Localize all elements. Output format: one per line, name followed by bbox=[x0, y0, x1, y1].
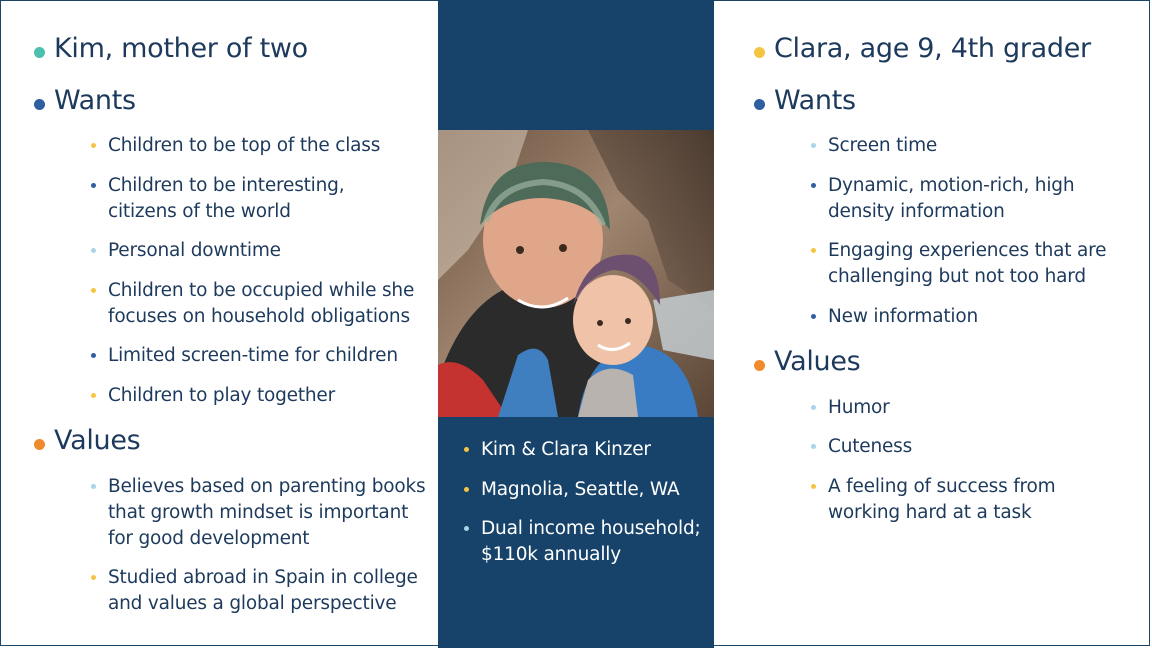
clara-value-item bbox=[828, 474, 1055, 526]
line: that growth mindset is important bbox=[108, 502, 409, 523]
kim-values-title: Values bbox=[54, 425, 141, 456]
bullet bbox=[91, 248, 96, 253]
line: Children to be occupied while she bbox=[108, 280, 415, 301]
clara-want-item bbox=[828, 173, 1074, 225]
line: Dual income household; bbox=[481, 518, 701, 539]
line: and values a global perspective bbox=[108, 593, 397, 614]
line: focuses on household obligations bbox=[108, 306, 410, 327]
bullet bbox=[91, 353, 96, 358]
bullet bbox=[811, 183, 816, 188]
kim-want-item bbox=[108, 173, 344, 225]
photo-illustration bbox=[438, 130, 714, 417]
line: citizens of the world bbox=[108, 201, 291, 222]
clara-want-item bbox=[828, 238, 1106, 290]
clara-values-title: Values bbox=[774, 346, 861, 377]
kim-wants-title: Wants bbox=[54, 85, 136, 116]
bullet bbox=[811, 143, 816, 148]
line: Children to be interesting, bbox=[108, 175, 345, 196]
line: Believes based on parenting books bbox=[108, 476, 426, 497]
bullet bbox=[811, 484, 816, 489]
bullet bbox=[91, 288, 96, 293]
bullet bbox=[811, 444, 816, 449]
clara-want-item: Screen time bbox=[828, 135, 938, 156]
wants-bullet bbox=[34, 99, 45, 110]
kim-want-item: Children to be top of the class bbox=[108, 135, 381, 156]
line: Dynamic, motion-rich, high bbox=[828, 175, 1075, 196]
line: A feeling of success from bbox=[828, 476, 1056, 497]
kim-want-item: Personal downtime bbox=[108, 240, 281, 261]
household-income bbox=[481, 516, 701, 568]
line: Studied abroad in Spain in college bbox=[108, 567, 418, 588]
family-photo bbox=[438, 130, 714, 417]
kim-want-item: Children to play together bbox=[108, 385, 336, 406]
bullet bbox=[464, 487, 469, 492]
kim-want-item: Limited screen-time for children bbox=[108, 345, 398, 366]
bullet bbox=[91, 393, 96, 398]
bullet bbox=[464, 526, 469, 531]
clara-want-item: New information bbox=[828, 306, 979, 327]
line: density information bbox=[828, 201, 1005, 222]
bullet bbox=[811, 248, 816, 253]
clara-value-item: Cuteness bbox=[828, 436, 913, 457]
values-bullet bbox=[34, 439, 45, 450]
clara-wants-title: Wants bbox=[774, 85, 856, 116]
values-bullet bbox=[754, 360, 765, 371]
bullet bbox=[91, 183, 96, 188]
line: working hard at a task bbox=[828, 502, 1032, 523]
line: Engaging experiences that are bbox=[828, 240, 1107, 261]
line: for good development bbox=[108, 528, 310, 549]
line: challenging but not too hard bbox=[828, 266, 1086, 287]
line: $110k annually bbox=[481, 544, 621, 565]
bullet bbox=[811, 314, 816, 319]
kim-want-item bbox=[108, 278, 414, 330]
kim-heading: Kim, mother of two bbox=[54, 33, 308, 64]
wants-bullet bbox=[754, 99, 765, 110]
heading-bullet bbox=[34, 47, 45, 58]
bullet bbox=[91, 143, 96, 148]
kim-value-item bbox=[108, 474, 426, 552]
heading-bullet bbox=[754, 47, 765, 58]
kim-value-item bbox=[108, 565, 418, 617]
family-name: Kim & Clara Kinzer bbox=[481, 439, 651, 460]
bullet bbox=[464, 447, 469, 452]
clara-heading: Clara, age 9, 4th grader bbox=[774, 33, 1091, 64]
bullet bbox=[91, 575, 96, 580]
bullet bbox=[91, 484, 96, 489]
bullet bbox=[811, 405, 816, 410]
location: Magnolia, Seattle, WA bbox=[481, 479, 680, 500]
clara-value-item: Humor bbox=[828, 397, 890, 418]
